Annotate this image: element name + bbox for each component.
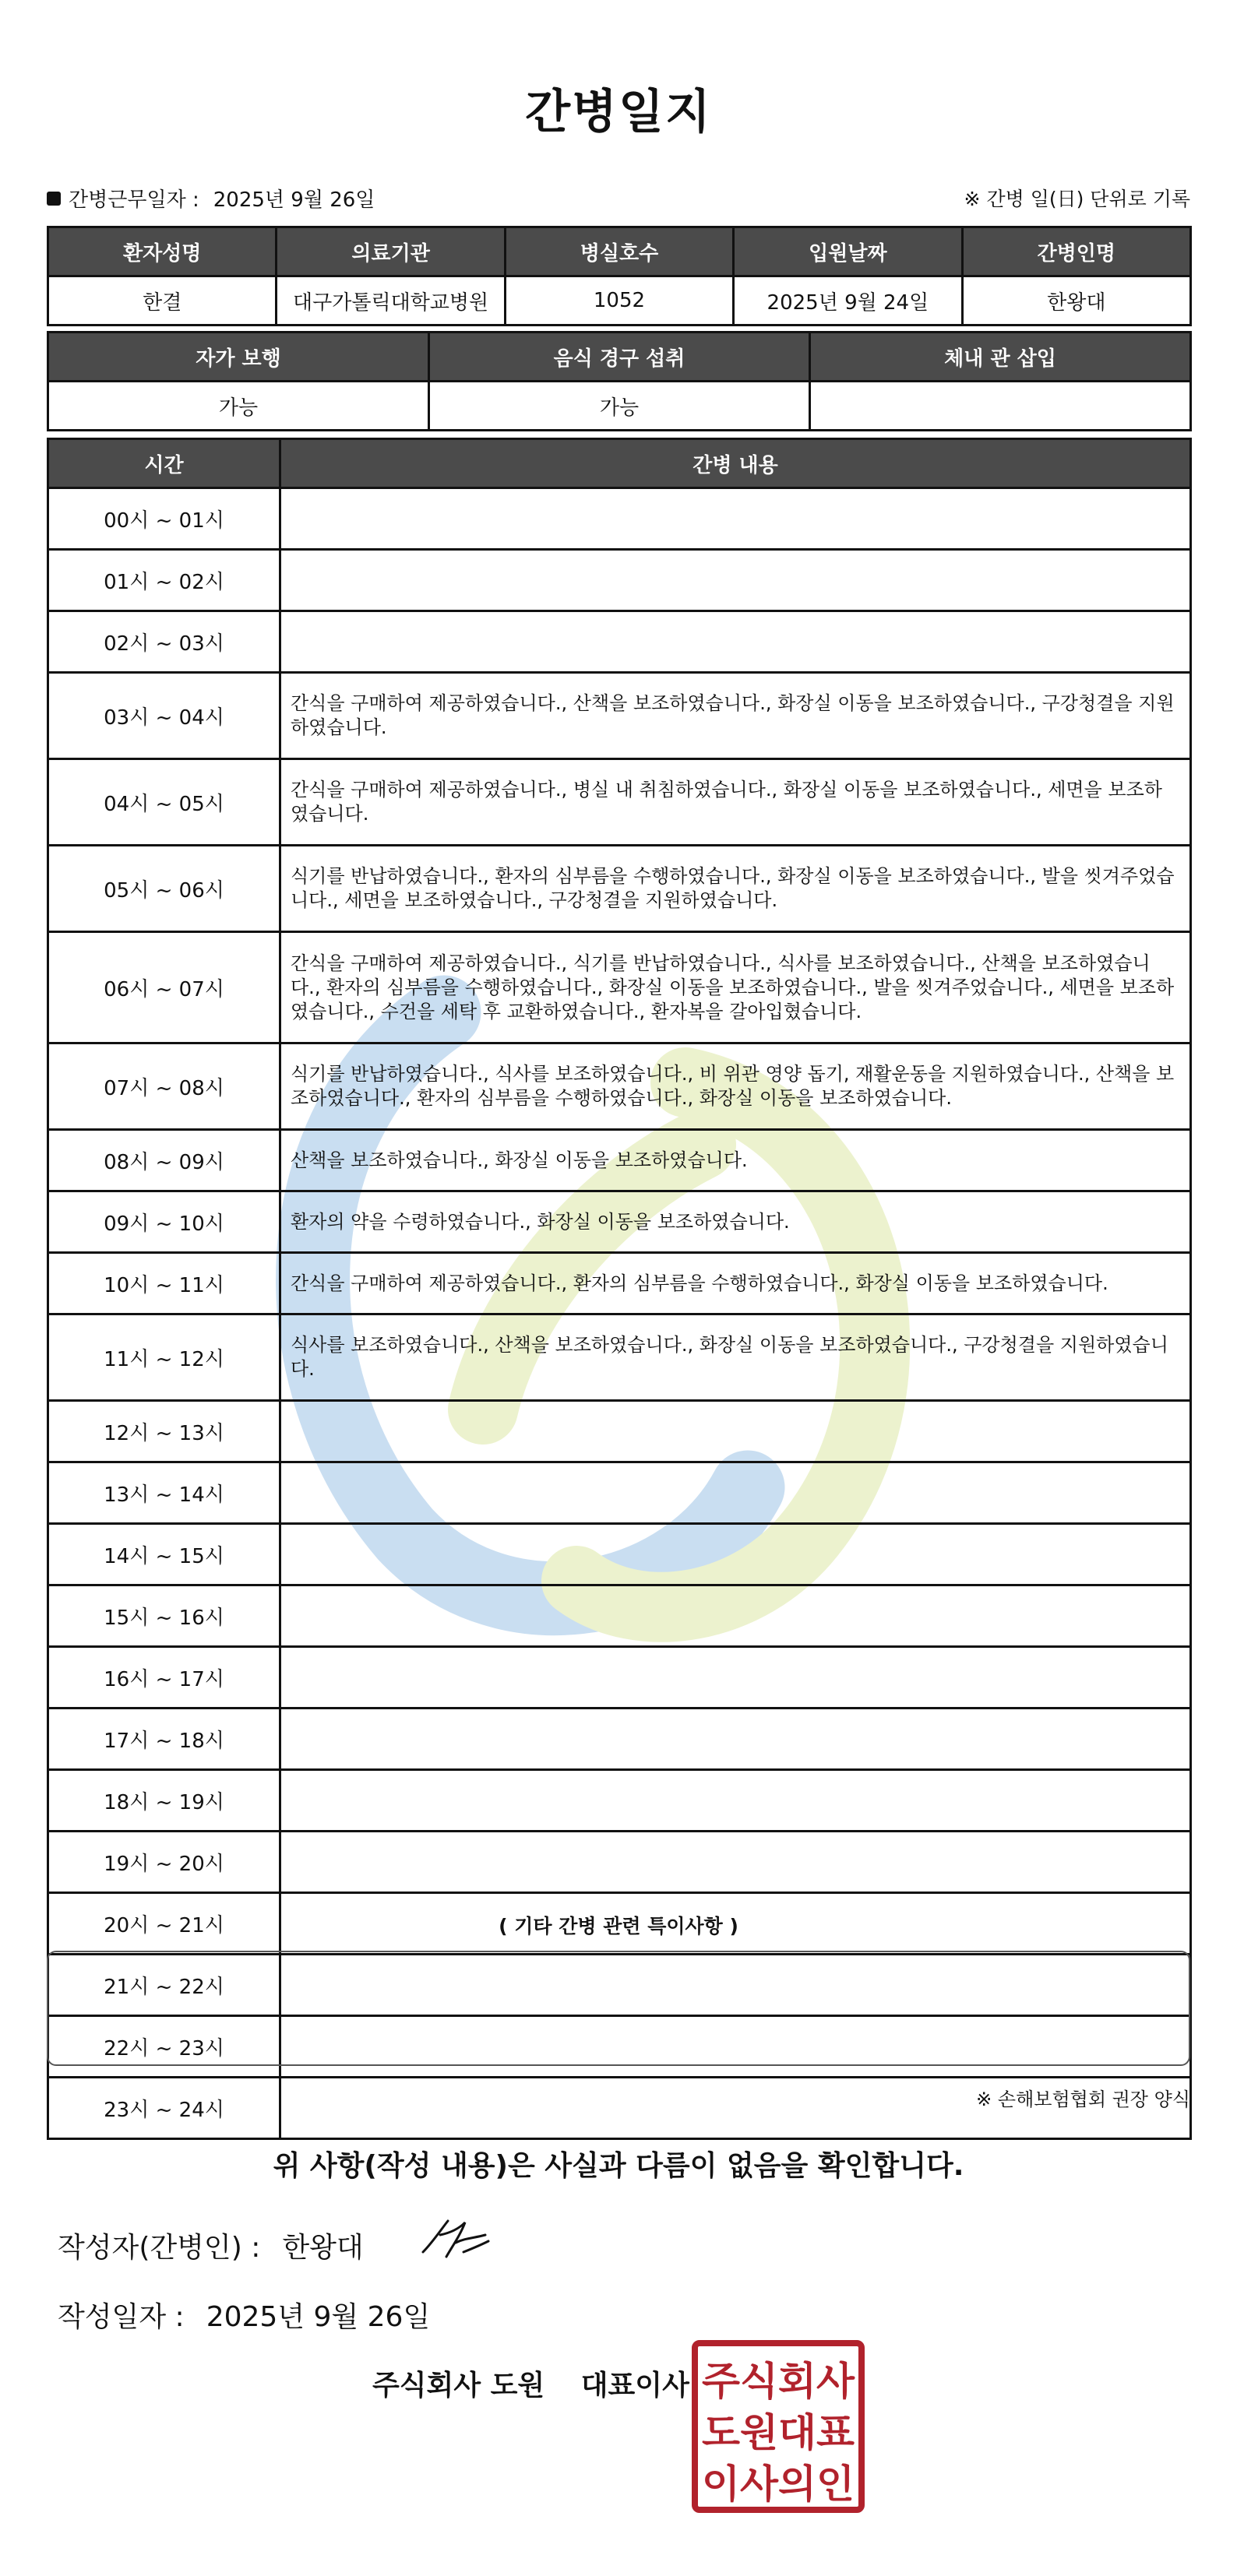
header-self-walking: 자가 보행 — [48, 333, 429, 382]
work-date — [47, 184, 375, 213]
time-slot: 22시 ~ 23시 — [48, 2016, 280, 2078]
room-number: 1052 — [505, 276, 733, 326]
signature-icon — [417, 2212, 495, 2266]
seal-line-3: 이사의인 — [702, 2462, 855, 2507]
meta-row — [47, 184, 1190, 212]
special-notes-box — [47, 1951, 1190, 2066]
care-content: 산책을 보조하였습니다., 화장실 이동을 보조하였습니다. — [280, 1130, 1191, 1191]
company-role: 대표이사 — [580, 2370, 689, 2402]
time-slot: 11시 ~ 12시 — [48, 1314, 280, 1401]
time-slot: 23시 ~ 24시 — [48, 2078, 280, 2139]
work-date-label: 간병근무일자 : — [69, 188, 199, 212]
page-title: 간병일지 — [525, 85, 712, 139]
care-content: 간식을 구매하여 제공하였습니다., 산책을 보조하였습니다., 화장실 이동을 보조하였습니다., 구강청결을 지원하였습니다. — [280, 673, 1191, 759]
time-slot: 18시 ~ 19시 — [48, 1770, 280, 1832]
self-walking-value: 가능 — [48, 382, 429, 431]
time-slot: 09시 ~ 10시 — [48, 1191, 280, 1253]
time-slot: 12시 ~ 13시 — [48, 1401, 280, 1462]
time-slot: 13시 ~ 14시 — [48, 1462, 280, 1524]
time-slot: 17시 ~ 18시 — [48, 1709, 280, 1770]
patient-name: 한결 — [48, 276, 277, 326]
table-row — [48, 1043, 1191, 1130]
table-row — [48, 1253, 1191, 1314]
writer-label: 작성자(간병인) : — [58, 2232, 261, 2264]
written-date-value: 2025년 9월 26일 — [206, 2301, 431, 2333]
care-content — [280, 1462, 1191, 1524]
special-notes-title: ( 기타 간병 관련 특이사항 ) — [499, 1915, 738, 1937]
care-content — [280, 1524, 1191, 1585]
time-slot: 20시 ~ 21시 — [48, 1893, 280, 1955]
caregiver-name: 한왕대 — [962, 276, 1190, 326]
table-row — [48, 1832, 1191, 1893]
seal-line-2: 도원대표 — [702, 2410, 855, 2455]
care-content — [280, 1585, 1191, 1647]
care-content: 식기를 반납하였습니다., 환자의 심부름을 수행하였습니다., 화장실 이동을 보조하였습니다., 발을 씻겨주었습니다., 세면을 보조하였습니다., 구강청결을 지원하였습니다. — [280, 846, 1191, 932]
seal-line-1: 주식회사 — [702, 2359, 855, 2404]
table-row — [48, 1401, 1191, 1462]
table-row — [48, 759, 1191, 846]
time-slot: 08시 ~ 09시 — [48, 1130, 280, 1191]
patient-status-table — [47, 331, 1192, 431]
header-room-number: 병실호수 — [505, 227, 733, 276]
header-hospital: 의료기관 — [277, 227, 505, 276]
header-admission-date: 입원날짜 — [734, 227, 962, 276]
care-content: 간식을 구매하여 제공하였습니다., 병실 내 취침하였습니다., 화장실 이동을 보조하였습니다., 세면을 보조하였습니다. — [280, 759, 1191, 846]
table-row — [48, 488, 1191, 550]
care-content — [280, 1709, 1191, 1770]
care-content — [280, 488, 1191, 550]
time-slot: 07시 ~ 08시 — [48, 1043, 280, 1130]
header-oral-intake: 음식 경구 섭취 — [429, 333, 810, 382]
time-slot: 03시 ~ 04시 — [48, 673, 280, 759]
header-patient-name: 환자성명 — [48, 227, 277, 276]
header-care-content: 간병 내용 — [280, 439, 1191, 488]
table-row — [48, 846, 1191, 932]
tube-insertion-value — [810, 382, 1191, 431]
care-content: 환자의 약을 수령하였습니다., 화장실 이동을 보조하였습니다. — [280, 1191, 1191, 1253]
square-bullet-icon — [47, 192, 61, 206]
written-date-row — [58, 2295, 430, 2335]
time-slot: 14시 ~ 15시 — [48, 1524, 280, 1585]
work-date-value: 2025년 9월 26일 — [213, 188, 375, 212]
time-slot: 05시 ~ 06시 — [48, 846, 280, 932]
time-slot: 10시 ~ 11시 — [48, 1253, 280, 1314]
company-signature — [372, 2363, 689, 2403]
time-slot: 16시 ~ 17시 — [48, 1647, 280, 1709]
table-row — [48, 1462, 1191, 1524]
table-row — [48, 1770, 1191, 1832]
recommend-note: ※ 손해보험협회 권장 양식 — [976, 2089, 1190, 2110]
table-row — [48, 1524, 1191, 1585]
table-row — [48, 1709, 1191, 1770]
care-content: 간식을 구매하여 제공하였습니다., 식기를 반납하였습니다., 식사를 보조하였습니다., 산책을 보조하였습니다., 환자의 심부름을 수행하였습니다., 화장실 이동을 보조하였습니다., 발을 씻겨주었습니다., 세면을 보조하였습니다., 수건을 세탁 후 교환하였습니다., 환자복을 갈아입혔습니다. — [280, 932, 1191, 1043]
table-row — [48, 611, 1191, 673]
header-caregiver-name: 간병인명 — [962, 227, 1190, 276]
time-slot: 01시 ~ 02시 — [48, 550, 280, 611]
table-row — [48, 1585, 1191, 1647]
table-row — [48, 932, 1191, 1043]
header-tube-insertion: 체내 관 삽입 — [810, 333, 1191, 382]
time-slot: 19시 ~ 20시 — [48, 1832, 280, 1893]
care-content: 식사를 보조하였습니다., 산책을 보조하였습니다., 화장실 이동을 보조하였습니다., 구강청결을 지원하였습니다. — [280, 1314, 1191, 1401]
writer-name: 한왕대 — [282, 2232, 364, 2264]
header-time: 시간 — [48, 439, 280, 488]
care-content — [280, 1832, 1191, 1893]
table-row — [48, 1647, 1191, 1709]
confirm-statement: 위 사항(작성 내용)은 사실과 다름이 없음을 확인합니다. — [273, 2150, 964, 2182]
table-row — [48, 1130, 1191, 1191]
care-content — [280, 1770, 1191, 1832]
table-row — [48, 1191, 1191, 1253]
writer-row — [58, 2226, 364, 2265]
care-content — [280, 1647, 1191, 1709]
time-slot: 00시 ~ 01시 — [48, 488, 280, 550]
admission-date: 2025년 9월 24일 — [734, 276, 962, 326]
time-slot: 06시 ~ 07시 — [48, 932, 280, 1043]
care-content — [280, 550, 1191, 611]
written-date-label: 작성일자 : — [58, 2301, 185, 2333]
hospital-name: 대구가톨릭대학교병원 — [277, 276, 505, 326]
time-slot: 21시 ~ 22시 — [48, 1955, 280, 2016]
care-content: 간식을 구매하여 제공하였습니다., 환자의 심부름을 수행하였습니다., 화장실 이동을 보조하였습니다. — [280, 1253, 1191, 1314]
patient-info-table — [47, 226, 1192, 326]
time-slot: 02시 ~ 03시 — [48, 611, 280, 673]
table-row — [48, 550, 1191, 611]
company-seal-icon — [692, 2340, 865, 2513]
company-name: 주식회사 도원 — [372, 2370, 545, 2402]
time-slot: 15시 ~ 16시 — [48, 1585, 280, 1647]
care-content — [280, 1401, 1191, 1462]
time-slot: 04시 ~ 05시 — [48, 759, 280, 846]
unit-note: ※ 간병 일(日) 단위로 기록 — [964, 188, 1190, 210]
care-content: 식기를 반납하였습니다., 식사를 보조하였습니다., 비 위관 영양 돕기, 재활운동을 지원하였습니다., 산책을 보조하였습니다., 환자의 심부름을 수행하였습니다., 화장실 이동을 보조하였습니다. — [280, 1043, 1191, 1130]
table-row — [48, 673, 1191, 759]
care-log-table — [47, 438, 1192, 2140]
oral-intake-value: 가능 — [429, 382, 810, 431]
care-content — [280, 611, 1191, 673]
table-row — [48, 1314, 1191, 1401]
